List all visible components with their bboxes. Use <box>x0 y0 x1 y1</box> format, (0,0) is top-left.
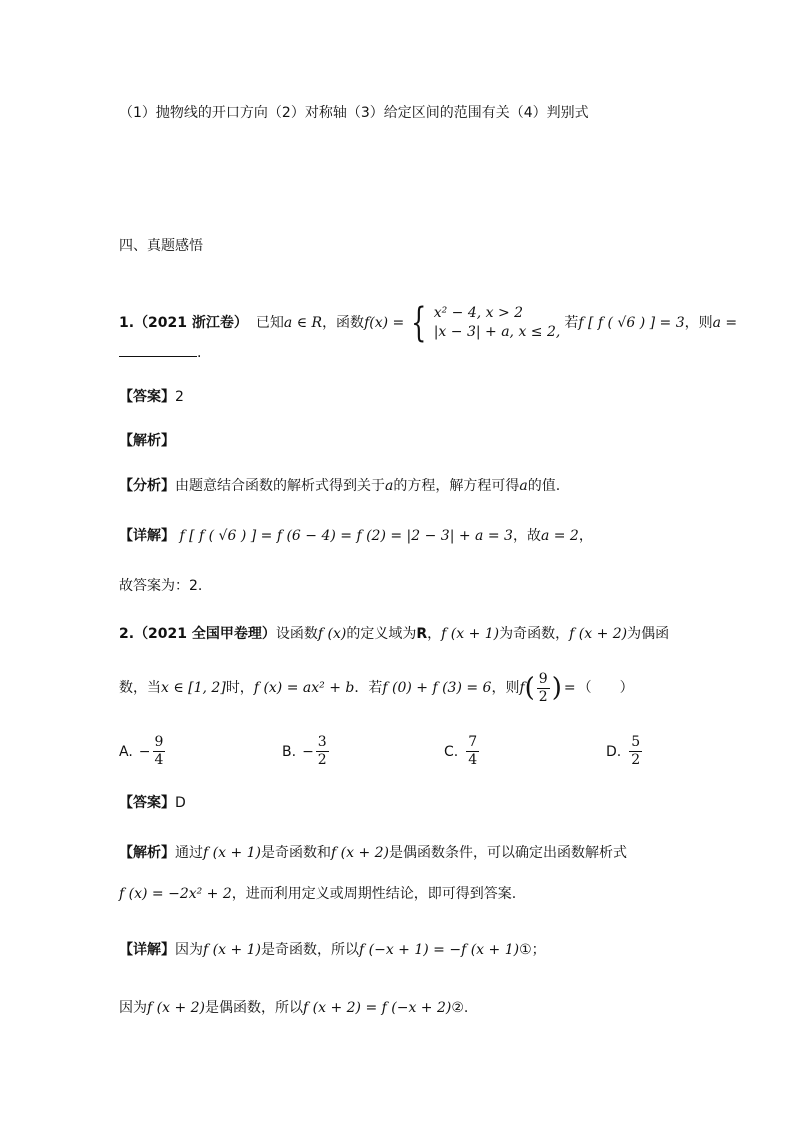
option-a-sign: − <box>138 743 151 760</box>
q2-line-1 <box>119 624 669 644</box>
q1-text-a: 已知 <box>255 315 284 331</box>
intro-line: （1）抛物线的开口方向（2）对称轴（3）给定区间的范围有关（4）判别式 <box>119 105 589 121</box>
q2-l2-frac: $\frac{9}{2}$ <box>538 670 548 705</box>
q2-jiexi-m1: f (x + 1) <box>203 845 261 861</box>
q2-l1-f1: f (x + 1) <box>441 626 500 642</box>
q1-text-d: ，则 <box>684 315 713 331</box>
q2-d1-end: ； <box>531 942 546 958</box>
option-b-frac: $\frac{3}{2}$ <box>317 734 327 768</box>
q2-jiexi-m2: f (x + 2) <box>331 845 389 861</box>
q1-piecewise <box>404 300 561 346</box>
q1-detail-math: f [ f ( √6 ) ] = f (6 − 4) = f (2) = |2 − 3| + a = 3 <box>179 528 513 544</box>
q2-detail-label: 【详解】 <box>119 942 175 958</box>
q1-detail <box>119 526 593 546</box>
q2-d2-m2: f (x + 2) = f (−x + 2) <box>303 1000 452 1016</box>
q1-analysis-label: 【解析】 <box>119 433 175 449</box>
q1-fenxi-var: a <box>385 478 394 494</box>
q1-answer-label: 【答案】 <box>119 389 175 405</box>
q1-answer <box>119 387 184 407</box>
q2-answer-value: D <box>175 795 186 811</box>
q2-jiexi-label: 【解析】 <box>119 845 175 861</box>
left-paren-icon: ( <box>524 673 535 703</box>
section-title: 四、真题感悟 <box>119 238 203 254</box>
q1-fenxi-a: 由题意结合函数的解析式得到关于 <box>175 478 385 494</box>
q1-case-2: |x − 3| + a, x ≤ 2, <box>433 324 561 340</box>
q1-detail-label: 【详解】 <box>119 528 175 544</box>
q2-jiexi-l2-m: f (x) = −2x² + 2 <box>119 886 232 902</box>
q2-d1-a: 因为 <box>175 942 203 958</box>
q2-d1-m2: f (−x + 1) = −f (x + 1) <box>359 942 520 958</box>
option-d-frac: $\frac{5}{2}$ <box>631 734 641 768</box>
q2-source: （2021 全国甲卷理） <box>134 626 276 642</box>
q2-l1-c: ， <box>427 626 442 642</box>
q1-case-1: x² − 4, x > 2 <box>433 305 524 321</box>
q1-condition: a ∈ R <box>283 315 323 331</box>
q2-jiexi-a: 通过 <box>175 845 203 861</box>
q2-l2-m4: f <box>519 680 525 696</box>
q2-l2-c: ．若 <box>354 680 383 696</box>
q1-fenxi-b: 的方程，解方程可得 <box>393 478 520 494</box>
option-a-frac: $\frac{9}{4}$ <box>154 734 164 768</box>
q1-answer-value: 2 <box>175 389 184 405</box>
q2-l1-e: 为偶函 <box>627 626 670 642</box>
q2-l1-R: R <box>416 626 428 642</box>
left-brace-icon: { <box>411 300 427 346</box>
q2-d2-m1: f (x + 2) <box>147 1000 205 1016</box>
q2-detail-1 <box>119 940 546 960</box>
q2-l1-d: 为奇函数， <box>499 626 570 642</box>
q2-l2-paren: （ ） <box>577 680 634 696</box>
q1-expr: f [ f ( √6 ) ] = 3 <box>578 315 685 331</box>
q1-source: （2021 浙江卷） <box>134 315 248 331</box>
option-a-label: A. <box>119 743 133 760</box>
q2-l2-m1: x ∈ [1, 2] <box>161 680 226 696</box>
q1-text-b: ，函数 <box>322 315 365 331</box>
q2-l2-eq: = <box>563 680 576 696</box>
q1-fenxi <box>119 476 560 496</box>
q2-d2-end: . <box>463 1000 469 1016</box>
q2-l2-m2: f (x) = ax² + b <box>253 680 355 696</box>
option-b[interactable] <box>282 734 331 769</box>
q2-l1-a: 设函数 <box>275 626 318 642</box>
q1-fenxi-label: 【分析】 <box>119 478 175 494</box>
right-paren-icon: ) <box>551 673 562 703</box>
option-d[interactable] <box>606 734 644 769</box>
q1-blank-line <box>119 342 201 363</box>
q1-fx: f(x) = <box>364 315 405 331</box>
q1-detail-result: a = 2 <box>540 528 579 544</box>
q2-d2-b: 是偶函数，所以 <box>205 1000 303 1016</box>
q1-fenxi-var2: a <box>519 478 528 494</box>
q2-l2-d: ，则 <box>491 680 520 696</box>
q2-d1-b: 是奇函数，所以 <box>261 942 359 958</box>
q1-stem <box>119 300 737 346</box>
option-b-sign: − <box>302 743 314 760</box>
q1-detail-text: ，故 <box>512 528 541 544</box>
q2-answer <box>119 793 186 813</box>
q2-l2-m3: f (0) + f (3) = 6 <box>382 680 492 696</box>
q2-jiexi-l2-t: ，进而利用定义或周期性结论，即可得到答案. <box>231 886 517 902</box>
option-c-label: C. <box>444 743 459 760</box>
circled-one-icon: ① <box>519 942 532 958</box>
option-a[interactable] <box>119 734 167 769</box>
option-b-label: B. <box>282 743 297 760</box>
q2-jiexi-c: 是偶函数条件，可以确定出函数解析式 <box>389 845 627 861</box>
q1-number: 1. <box>119 315 135 331</box>
q2-l2-b: 时， <box>225 680 254 696</box>
q1-tail: . <box>197 345 202 361</box>
option-c[interactable] <box>444 734 481 769</box>
q2-jiexi-2 <box>119 884 516 904</box>
option-c-frac: $\frac{7}{4}$ <box>468 734 478 768</box>
q2-l1-b: 的定义域为 <box>346 626 417 642</box>
q2-answer-label: 【答案】 <box>119 795 175 811</box>
q2-detail-2 <box>119 998 468 1018</box>
option-d-label: D. <box>606 743 622 760</box>
q1-text-c: 若 <box>564 315 579 331</box>
answer-blank <box>119 342 197 357</box>
q2-jiexi-1 <box>119 843 627 863</box>
q1-detail-end: ， <box>578 528 593 544</box>
q1-conclusion: 故答案为：2. <box>119 578 203 594</box>
q2-d1-m1: f (x + 1) <box>203 942 261 958</box>
q2-jiexi-b: 是奇函数和 <box>261 845 331 861</box>
q2-l1-f: f (x) <box>317 626 347 642</box>
circled-two-icon: ② <box>451 1000 464 1016</box>
q2-l1-f2: f (x + 2) <box>569 626 628 642</box>
q2-l2-a: 数，当 <box>119 680 161 696</box>
q1-ask: a = <box>712 315 738 331</box>
q2-d2-a: 因为 <box>119 1000 147 1016</box>
q2-number: 2. <box>119 626 135 642</box>
q2-line-2 <box>119 668 634 708</box>
q1-fenxi-c: 的值. <box>527 478 561 494</box>
